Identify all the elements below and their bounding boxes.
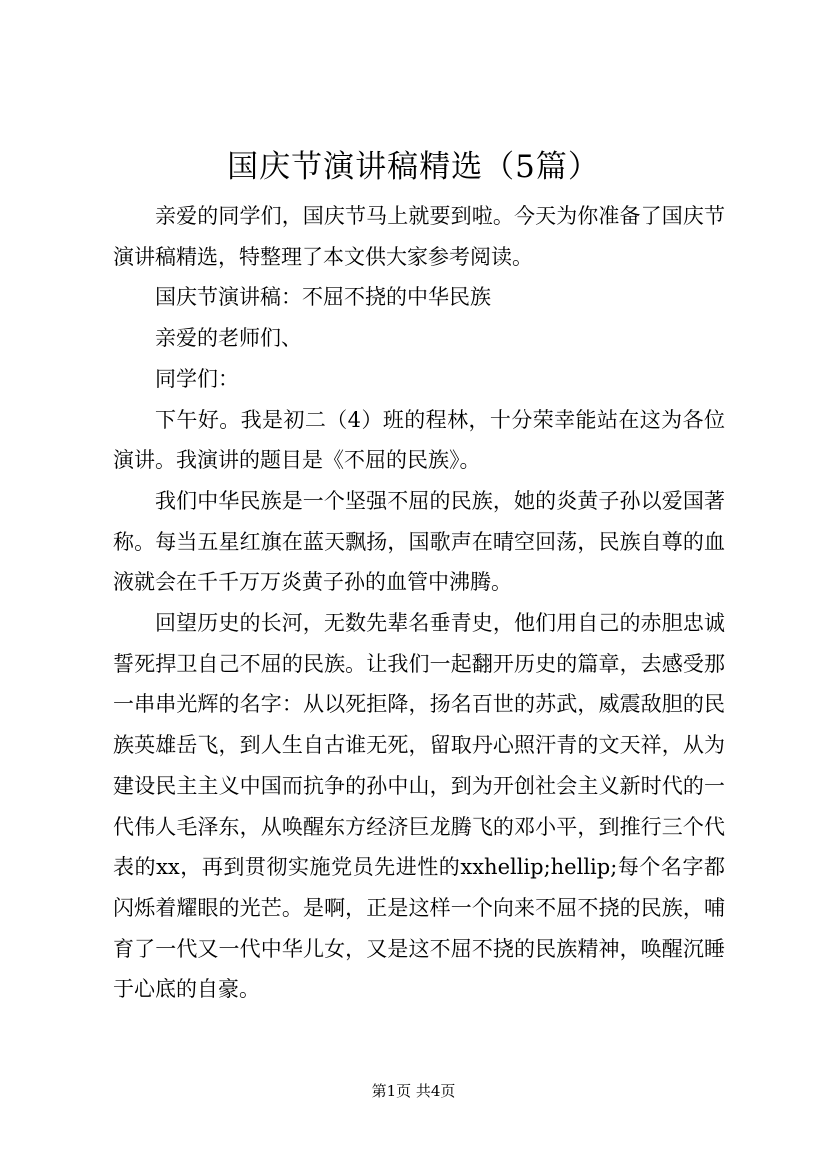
paragraph-greeting-teachers: 亲爱的老师们、 <box>155 326 302 351</box>
document-body <box>113 196 725 1010</box>
paragraph-speech-title: 国庆节演讲稿：不屈不挠的中华民族 <box>155 285 491 310</box>
paragraph-greeting-students: 同学们： <box>155 366 239 391</box>
document-title: 国庆节演讲稿精选（5篇） <box>227 149 600 185</box>
paragraph-intro: 亲爱的同学们，国庆节马上就要到啦。今天为你准备了国庆节演讲稿精选，特整理了本文供大家参考阅读。 <box>113 204 725 269</box>
paragraph-nation: 我们中华民族是一个坚强不屈的民族，她的炎黄子孙以爱国著称。每当五星红旗在蓝天飘扬，国歌声在晴空回荡，民族自尊的血液就会在千千万万炎黄子孙的血管中沸腾。 <box>113 488 725 595</box>
paragraph-self-introduction: 下午好。我是初二（4）班的程林，十分荣幸能站在这为各位演讲。我演讲的题目是《不屈的民族》。 <box>113 407 725 473</box>
page-footer: 第1页 共4页 <box>371 1082 456 1100</box>
paragraph-history: 回望历史的长河，无数先辈名垂青史，他们用自己的赤胆忠诚誓死捍卫自己不屈的民族。让我们一起翻开历史的篇章，去感受那一串串光辉的名字：从以死拒降，扬名百世的苏武，威震敌胆的民族英雄岳飞，到人生自古谁无死，留取丹心照汗青的文天祥，从为建设民主主义中国而抗争的孙中山，到为开创社会主义新时代的一代伟人毛泽东，从唤醒东方经济巨龙腾飞的邓小平，到推行三个代表的xx，再到贯彻实施党员先进性的xxhellip;hellip;每个名字都闪烁着耀眼的光芒。是啊，正是这样一个向来不屈不挠的民族，哺育了一代又一代中华儿女，又是这不屈不挠的民族精神，唤醒沉睡于心底的自豪。 <box>113 611 725 1002</box>
